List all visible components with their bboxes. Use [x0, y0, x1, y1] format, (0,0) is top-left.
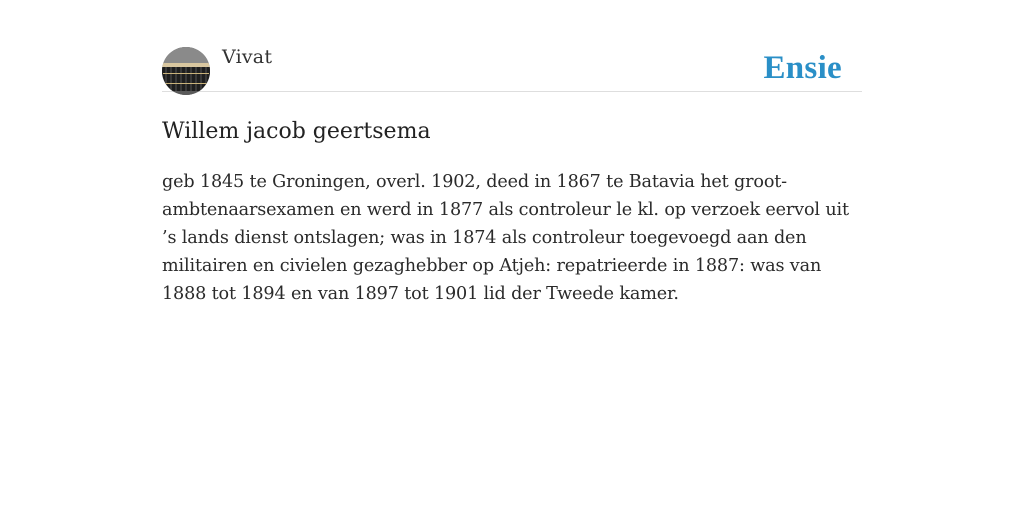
header [162, 0, 862, 92]
author-name[interactable]: Vivat [222, 46, 273, 68]
page-container [162, 0, 862, 308]
brand-logo[interactable]: Ensie [763, 50, 842, 86]
avatar[interactable] [162, 47, 210, 95]
article-body: geb 1845 te Groningen, overl. 1902, deed in 1867 te Batavia het groot-ambtenaarsexamen en werd in 1877 als controleur le kl. op verzoek eervol uit ’s lands dienst ontslagen; was in 1874 als controleur toegevoegd aan den militairen en civielen gezaghebber op Atjeh: repatrieerde in 1887: was van 1888 tot 1894 en van 1897 tot 1901 lid der Tweede kamer. [162, 172, 849, 304]
article-title: Willem jacob geertsema [162, 119, 431, 144]
book-spines-avatar-icon [162, 47, 210, 95]
